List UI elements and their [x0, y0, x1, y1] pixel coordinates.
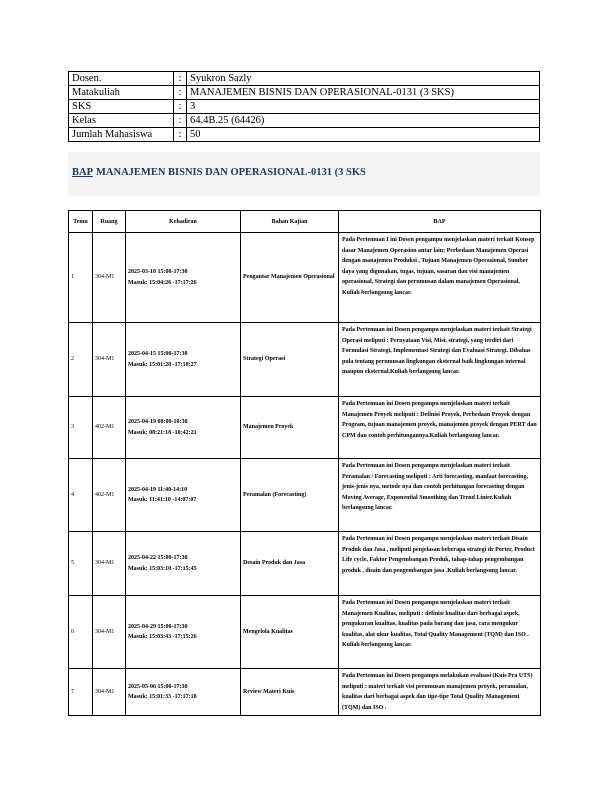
info-value: 50: [187, 128, 540, 142]
info-value: MANAJEMEN BISNIS DAN OPERASIONAL-0131 (3 SKS): [187, 86, 540, 100]
info-label: Jumlah Mahasiswa: [69, 128, 174, 142]
cell-kehadiran: [126, 233, 241, 323]
header-bahan-kajian: Bahan Kajian: [241, 211, 339, 233]
table-row: [69, 669, 541, 716]
cell-kehadiran: [126, 669, 241, 716]
cell-temu: 5: [69, 532, 93, 596]
header-ruang: Ruang: [93, 211, 126, 233]
cell-temu: 2: [69, 323, 93, 397]
jadwal-text: 2025-04-29 15:00-17:30: [128, 623, 188, 630]
cell-ruang: 304-M1: [93, 669, 126, 716]
masuk-text: Masuk: 15:03:43 -17:15:26: [128, 634, 197, 640]
info-label: Kelas: [69, 114, 174, 128]
cell-kehadiran: [126, 532, 241, 596]
jadwal-text: 2025-05-06 15:00-17:30: [128, 683, 188, 690]
cell-kehadiran: [126, 397, 241, 459]
cell-temu: 1: [69, 233, 93, 323]
masuk-text: Masuk: 08:21:18 -10:42:21: [128, 429, 197, 436]
cell-ruang: 304-M1: [93, 323, 126, 397]
header-temu: Temu: [69, 211, 93, 233]
info-value: 64.4B.25 (64426): [187, 114, 540, 128]
info-row-kelas: [69, 114, 540, 128]
cell-bap: Pada Pertemuan ini Dosen pengampu menjelaskan materi terkait Disain Produk dan Jasa , meliputi penjelasan beberapa strategi dr Porter, Product Life cycle, Faktor Pengembangan Produk, tahap-tahap pengembangan produk , disain dan pengembangan jasa .Kuliah berlangsung lancar.: [339, 532, 541, 596]
info-label: SKS: [69, 100, 174, 114]
info-separator: :: [174, 72, 187, 86]
cell-ruang: 304-M1: [93, 596, 126, 669]
jadwal-text: 2025-04-22 15:00-17:30: [128, 555, 188, 561]
table-row: [69, 596, 541, 669]
cell-bap: Pada Pertemuan ini Dosen pengampu menjelaskan materi terkait Manajemen Proyek meliputi : Definisi Proyek, Perbedaan Proyek dengan Program, tujuan manajemen proyek, manajemen proyek dengan PERT dan CPM dan contoh perhitungannya.Kuliah berlangsung lancar.: [339, 397, 541, 459]
cell-bap: Pada Pertemuan I ini Dosen pengampu menjelaskan materi terkait Konsep dasar Manajemen Operasion antar lain; Perbedaan Manajemen Operasi dengan manajemen Produksi , Tujuan Manajemen Operasional, Sumber daya yang digunakan, tugas, tujuan, sasaran dan visi manajemen operasional, Strategi dan perumusan dalam manajemen Operasional. Kuliah berlangsung lancar.: [339, 233, 541, 323]
course-info-table: [68, 71, 540, 142]
info-separator: :: [174, 128, 187, 142]
info-label: Matakuliah: [69, 86, 174, 100]
cell-bahan-kajian: Manajemen Proyek: [241, 397, 339, 459]
cell-ruang: 304-M1: [93, 233, 126, 323]
cell-bahan-kajian: Mengelola Kualitas: [241, 596, 339, 669]
info-row-dosen: [69, 72, 540, 86]
cell-bahan-kajian: Pengantar Manajemen Operasional: [241, 233, 339, 323]
cell-temu: 7: [69, 669, 93, 716]
cell-temu: 4: [69, 459, 93, 532]
cell-kehadiran: [126, 596, 241, 669]
table-row: [69, 233, 541, 323]
jadwal-text: 2025-04-15 15:00-17:30: [128, 351, 188, 357]
masuk-text: Masuk: 15:01:33 -17:17:18: [128, 694, 197, 700]
cell-bap: Pada Pertemuan ini Dosen pengampu menjelaskan materi terkait Peramalan / Forecasting meliputi : Arti forecasting, manfaat forecasting, jenis-jenis nya, metode nya dan contoh perhitungan forecasting dengan Moving Average, Exponential Smoothing dan Trend Linier.Kuliah berlangsung lancar.: [339, 459, 541, 532]
table-row: [69, 459, 541, 532]
header-kehadiran: Kehadiran: [126, 211, 241, 233]
cell-kehadiran: [126, 459, 241, 532]
cell-bap: Pada Pertemuan ini Dosen pengampu menjelaskan materi terkait Manajemen Kualitas, meliputi : definisi kualitas dari berbagai aspek, pengukuran kualitas, kualitas pada barang dan jasa, cara mengukur kualitas, alat ukur kualitas, Total Quality Management (TQM) dan ISO . Kuliah berlangsung lancar.: [339, 596, 541, 669]
cell-ruang: 402-M1: [93, 459, 126, 532]
table-row: [69, 323, 541, 397]
page-title: [72, 167, 366, 178]
jadwal-text: 2025-03-18 15:00-17:30: [128, 269, 188, 275]
cell-bahan-kajian: Desain Produk dan Jasa: [241, 532, 339, 596]
cell-bap: Pada Pertemuan ini Dosen pengampu menjelaskan materi terkait Strategi Operasi meliputi : Pernyataan Visi, Misi, strategi, yang terdiri dari Formulasi Strategi, Implementasi Strategi dan Evaluasi Strategi. Dibahas pula tentang perumusan lingkungan eksternal baik lingkungan internal maupun eksternal.Kuliah berlangsung lancar.: [339, 323, 541, 397]
table-header-row: [69, 211, 541, 233]
masuk-text: Masuk: 15:01:28 -17:18:27: [128, 361, 197, 368]
cell-bap: Pada Pertemuan ini Dosen pengampu melakukan evaluasi (Kuis Pra UTS) meliputi : materi terkait visi perumusan manajemen proyek, peramalan, kualitas dari berbagai aspek dan tipe-tipe Total Quality Management (TQM) dan ISO .: [339, 669, 541, 716]
cell-ruang: 304-M1: [93, 532, 126, 596]
masuk-text: Masuk: 15:04:26 -17:17:26: [128, 279, 197, 286]
cell-kehadiran: [126, 323, 241, 397]
info-value: 3: [187, 100, 540, 114]
cell-temu: 3: [69, 397, 93, 459]
masuk-text: Masuk: 11:41:10 -14:07:07: [128, 497, 197, 503]
cell-ruang: 402-M1: [93, 397, 126, 459]
cell-bahan-kajian: Review Materi Kuis: [241, 669, 339, 716]
header-bap: BAP: [339, 211, 541, 233]
table-row: [69, 397, 541, 459]
info-separator: :: [174, 100, 187, 114]
bap-table: [68, 210, 541, 716]
info-separator: :: [174, 114, 187, 128]
info-row-sks: [69, 100, 540, 114]
title-text: MANAJEMEN BISNIS DAN OPERASIONAL-0131 (3 SKS: [96, 167, 366, 178]
cell-bahan-kajian: Peramalan (Forecasting): [241, 459, 339, 532]
cell-bahan-kajian: Strategi Operasi: [241, 323, 339, 397]
jadwal-text: 2025-04-19 08:00-10:30: [128, 419, 188, 425]
jadwal-text: 2025-04-19 11:40-14:10: [128, 486, 188, 493]
masuk-text: Masuk: 15:03:10 -17:15:45: [128, 565, 197, 572]
title-prefix: BAP: [72, 167, 93, 178]
info-separator: :: [174, 86, 187, 100]
info-row-jumlah-mahasiswa: [69, 128, 540, 142]
cell-temu: 6: [69, 596, 93, 669]
info-label: Dosen.: [69, 72, 174, 86]
info-row-matakuliah: [69, 86, 540, 100]
table-row: [69, 532, 541, 596]
info-value: Syukron Sazly: [187, 72, 540, 86]
